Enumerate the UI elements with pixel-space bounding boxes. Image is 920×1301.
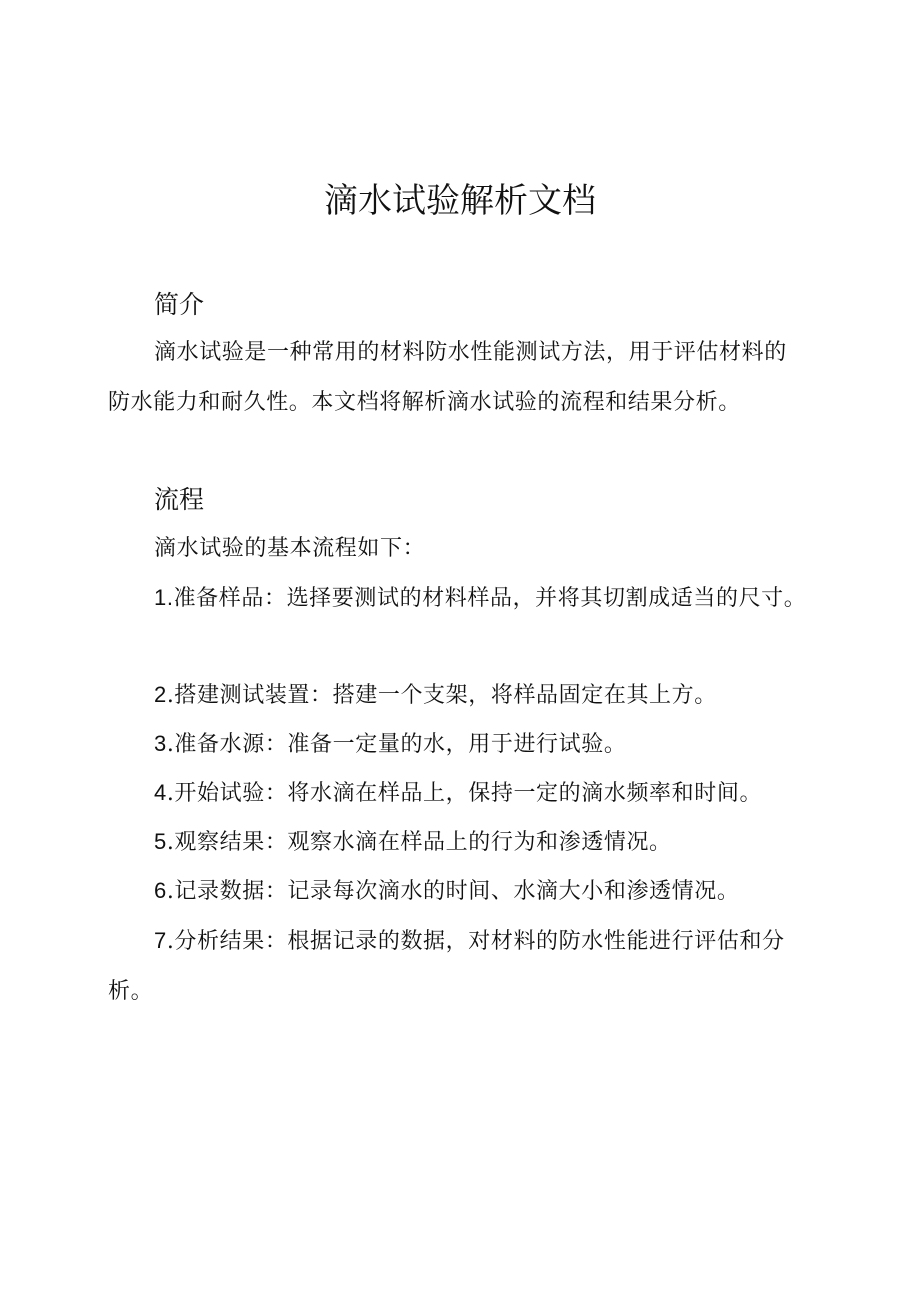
step-item-2 — [108, 670, 808, 721]
intro-heading: 简介 — [154, 290, 205, 319]
step-text: 准备样品：选择要测试的材料样品，并将其切割成适当的尺寸。 — [173, 586, 807, 611]
step-item-1 — [108, 573, 808, 624]
step-number: 5 — [154, 829, 167, 854]
step-text: .搭建测试装置：搭建一个支架，将样品固定在其上方。 — [166, 683, 717, 708]
step-number: 3 — [154, 731, 167, 756]
step-number: 1. — [154, 585, 174, 610]
step-number: 2 — [154, 682, 167, 707]
step-text: .记录数据：记录每次滴水的时间、水滴大小和渗透情况。 — [166, 879, 740, 904]
process-heading: 流程 — [154, 485, 205, 514]
step-text: .分析结果：根据记录的数据，对材料的防水性能进行评估和分析。 — [108, 929, 785, 1004]
step-item-7 — [108, 916, 808, 1017]
page-title: 滴水试验解析文档 — [324, 181, 596, 221]
process-lead: 滴水试验的基本流程如下： — [154, 536, 426, 561]
step-text: .开始试验：将水滴在样品上，保持一定的滴水频率和时间。 — [166, 781, 763, 806]
intro-paragraph: 滴水试验是一种常用的材料防水性能测试方法，用于评估材料的防水能力和耐久性。本文档将解析滴水试验的流程和结果分析。 — [108, 340, 787, 415]
step-item-6 — [108, 866, 808, 917]
step-item-5 — [108, 817, 808, 868]
step-number: 7 — [154, 928, 167, 953]
step-number: 6 — [154, 878, 167, 903]
step-number: 4 — [154, 780, 167, 805]
step-item-3 — [108, 719, 808, 770]
step-text: .准备水源：准备一定量的水，用于进行试验。 — [166, 732, 627, 757]
step-item-4 — [108, 768, 808, 819]
step-text: .观察结果：观察水滴在样品上的行为和渗透情况。 — [166, 830, 672, 855]
